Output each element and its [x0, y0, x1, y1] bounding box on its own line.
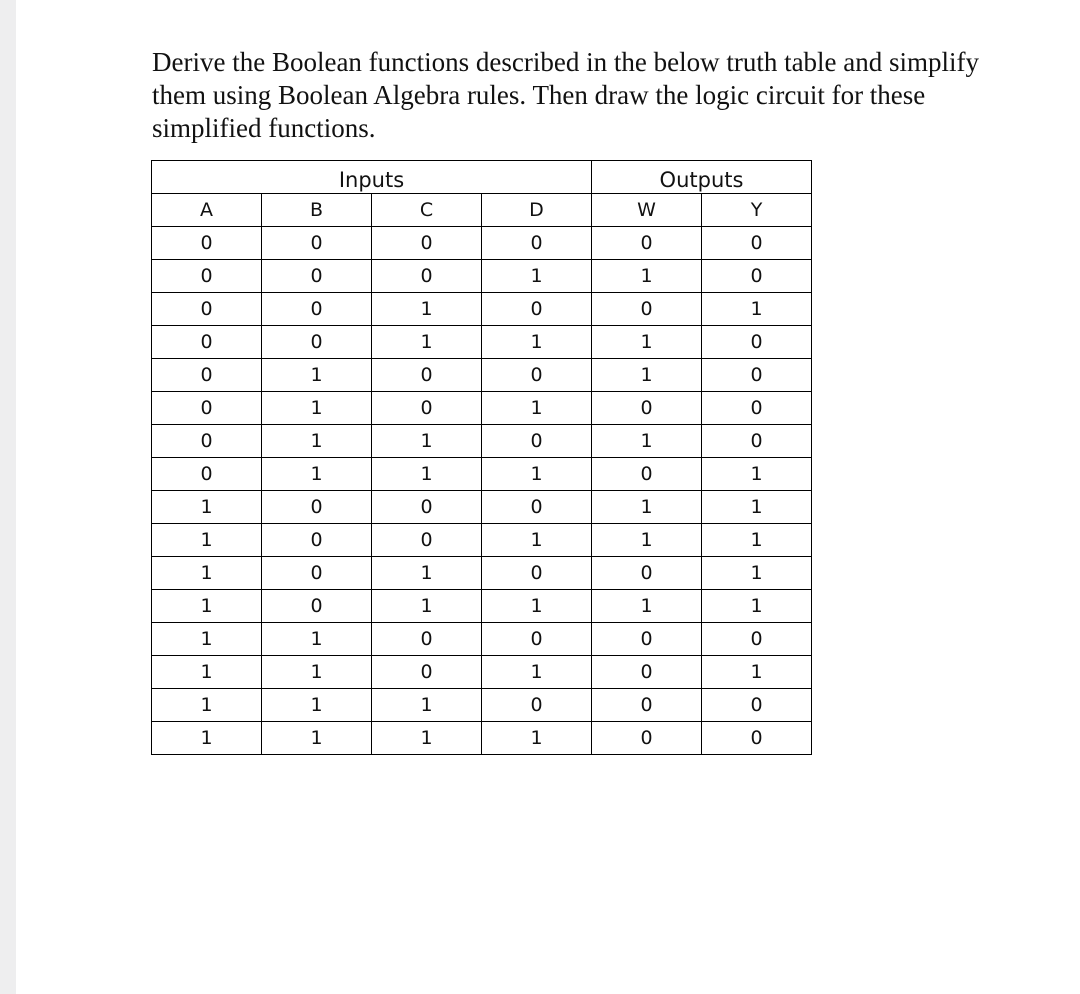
table-row	[152, 722, 812, 755]
cell-b: 0	[262, 260, 372, 293]
cell-d: 1	[482, 458, 592, 491]
cell-d: 0	[482, 623, 592, 656]
table-row	[152, 689, 812, 722]
cell-a: 1	[152, 557, 262, 590]
cell-b: 1	[262, 425, 372, 458]
table-row	[152, 557, 812, 590]
table-row	[152, 227, 812, 260]
cell-d: 0	[482, 293, 592, 326]
cell-d: 1	[482, 524, 592, 557]
cell-b: 1	[262, 623, 372, 656]
group-header-row	[152, 161, 812, 194]
column-header-y: Y	[702, 194, 812, 227]
cell-c: 0	[372, 260, 482, 293]
cell-w: 0	[592, 227, 702, 260]
column-header-row	[152, 194, 812, 227]
cell-w: 1	[592, 359, 702, 392]
cell-b: 1	[262, 722, 372, 755]
cell-w: 1	[592, 491, 702, 524]
cell-a: 0	[152, 293, 262, 326]
cell-c: 1	[372, 458, 482, 491]
cell-a: 0	[152, 458, 262, 491]
cell-y: 0	[702, 425, 812, 458]
cell-a: 1	[152, 722, 262, 755]
cell-d: 1	[482, 590, 592, 623]
cell-y: 1	[702, 458, 812, 491]
cell-y: 1	[702, 557, 812, 590]
cell-c: 0	[372, 359, 482, 392]
cell-a: 1	[152, 590, 262, 623]
cell-y: 1	[702, 656, 812, 689]
cell-c: 0	[372, 392, 482, 425]
cell-w: 0	[592, 458, 702, 491]
cell-a: 1	[152, 491, 262, 524]
left-margin-strip	[0, 0, 16, 994]
cell-y: 0	[702, 260, 812, 293]
cell-y: 1	[702, 590, 812, 623]
cell-w: 0	[592, 557, 702, 590]
table-row	[152, 293, 812, 326]
column-header-a: A	[152, 194, 262, 227]
table-row	[152, 326, 812, 359]
cell-y: 0	[702, 359, 812, 392]
cell-b: 1	[262, 458, 372, 491]
cell-b: 0	[262, 491, 372, 524]
cell-a: 0	[152, 359, 262, 392]
cell-c: 1	[372, 722, 482, 755]
cell-c: 0	[372, 491, 482, 524]
table-row	[152, 491, 812, 524]
cell-b: 0	[262, 524, 372, 557]
cell-d: 0	[482, 557, 592, 590]
cell-b: 0	[262, 227, 372, 260]
cell-a: 0	[152, 326, 262, 359]
cell-y: 0	[702, 722, 812, 755]
cell-w: 1	[592, 425, 702, 458]
table-row	[152, 260, 812, 293]
cell-c: 0	[372, 227, 482, 260]
cell-d: 0	[482, 491, 592, 524]
table-row	[152, 425, 812, 458]
cell-b: 1	[262, 656, 372, 689]
cell-a: 1	[152, 524, 262, 557]
question-text: Derive the Boolean functions described in the below truth table and simplify them using Boolean Algebra rules. Then draw the logic circuit for these simplified functions.	[152, 47, 980, 143]
cell-w: 1	[592, 260, 702, 293]
cell-a: 1	[152, 623, 262, 656]
cell-a: 1	[152, 656, 262, 689]
cell-w: 0	[592, 722, 702, 755]
table-row	[152, 524, 812, 557]
cell-a: 0	[152, 260, 262, 293]
table-row	[152, 590, 812, 623]
cell-y: 1	[702, 524, 812, 557]
cell-c: 1	[372, 557, 482, 590]
column-header-b: B	[262, 194, 372, 227]
column-header-c: C	[372, 194, 482, 227]
cell-c: 0	[372, 524, 482, 557]
cell-y: 0	[702, 326, 812, 359]
cell-d: 0	[482, 689, 592, 722]
cell-a: 0	[152, 425, 262, 458]
cell-d: 1	[482, 326, 592, 359]
cell-d: 1	[482, 722, 592, 755]
cell-y: 0	[702, 227, 812, 260]
cell-c: 1	[372, 293, 482, 326]
truth-table-body	[152, 227, 812, 755]
table-row	[152, 392, 812, 425]
outputs-group-header: Outputs	[592, 161, 812, 194]
cell-b: 1	[262, 392, 372, 425]
cell-y: 0	[702, 392, 812, 425]
cell-d: 1	[482, 260, 592, 293]
cell-c: 1	[372, 590, 482, 623]
table-row	[152, 623, 812, 656]
cell-d: 0	[482, 425, 592, 458]
cell-w: 0	[592, 293, 702, 326]
cell-y: 0	[702, 623, 812, 656]
column-header-w: W	[592, 194, 702, 227]
truth-table	[151, 160, 812, 755]
table-row	[152, 359, 812, 392]
table-row	[152, 458, 812, 491]
cell-w: 1	[592, 326, 702, 359]
cell-w: 1	[592, 590, 702, 623]
cell-y: 1	[702, 491, 812, 524]
cell-a: 0	[152, 227, 262, 260]
cell-c: 1	[372, 425, 482, 458]
cell-a: 0	[152, 392, 262, 425]
cell-b: 0	[262, 590, 372, 623]
cell-b: 0	[262, 293, 372, 326]
cell-a: 1	[152, 689, 262, 722]
cell-d: 1	[482, 392, 592, 425]
cell-b: 0	[262, 557, 372, 590]
cell-b: 1	[262, 359, 372, 392]
cell-w: 0	[592, 623, 702, 656]
cell-y: 1	[702, 293, 812, 326]
cell-d: 0	[482, 227, 592, 260]
cell-b: 1	[262, 689, 372, 722]
cell-w: 0	[592, 689, 702, 722]
cell-y: 0	[702, 689, 812, 722]
cell-w: 1	[592, 524, 702, 557]
cell-c: 1	[372, 326, 482, 359]
cell-c: 0	[372, 623, 482, 656]
cell-c: 1	[372, 689, 482, 722]
table-row	[152, 656, 812, 689]
cell-d: 0	[482, 359, 592, 392]
inputs-group-header: Inputs	[152, 161, 592, 194]
cell-b: 0	[262, 326, 372, 359]
cell-w: 0	[592, 656, 702, 689]
cell-c: 0	[372, 656, 482, 689]
column-header-d: D	[482, 194, 592, 227]
cell-w: 0	[592, 392, 702, 425]
cell-d: 1	[482, 656, 592, 689]
